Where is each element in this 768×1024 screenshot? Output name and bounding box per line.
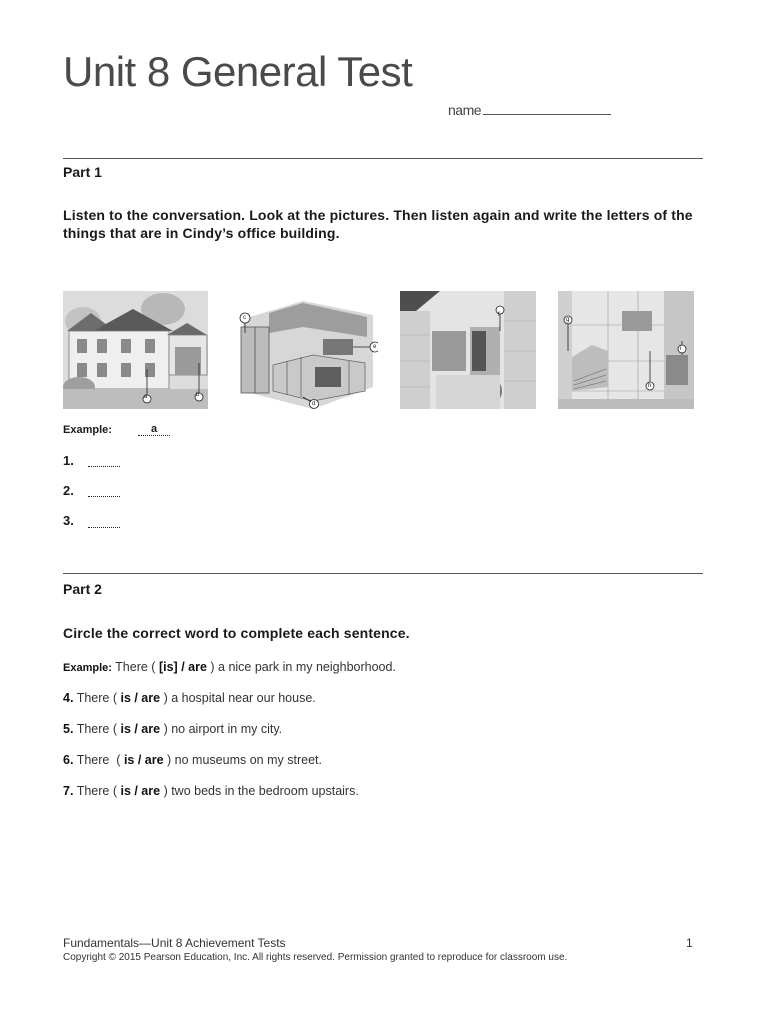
page-number: 1 <box>686 936 693 950</box>
sentence-text: There ( <box>76 784 117 798</box>
example-label: Example: <box>63 424 112 436</box>
choice-words[interactable]: is / are <box>123 753 164 767</box>
part2-instructions: Circle the correct word to complete each sentence. <box>63 625 410 641</box>
pic1-label-b: b <box>196 392 200 398</box>
footer-title: Fundamentals—Unit 8 Achievement Tests <box>63 936 286 950</box>
house-illustration <box>63 291 208 409</box>
pic2-label-c: c <box>243 315 246 321</box>
pic2-label-d: d <box>312 401 316 407</box>
pic2-label-e: e <box>373 344 377 350</box>
sentence-text: There ( <box>76 691 117 705</box>
sentence-text: There ( <box>76 722 117 736</box>
footer-copyright: Copyright © 2015 Pearson Education, Inc. All rights reserved. Permission granted to reproduce for classroom use. <box>63 952 568 963</box>
name-field-row <box>448 102 611 118</box>
divider <box>63 573 703 574</box>
choice-words[interactable]: is / are <box>120 784 161 798</box>
choice-alt: / are <box>181 660 207 674</box>
page-title: Unit 8 General Test <box>63 48 413 95</box>
pic4-label-g: g <box>566 317 570 323</box>
example-label: Example: <box>63 662 112 674</box>
pic4-label-i: i <box>680 346 682 352</box>
sentence-text: ) no museums on my street. <box>167 753 322 767</box>
sentence-text: ) no airport in my city. <box>163 722 283 736</box>
office-lobby-illustration <box>400 291 536 409</box>
part2-heading: Part 2 <box>63 581 102 597</box>
sentence-text: There ( <box>115 660 156 674</box>
answer-blank-2[interactable] <box>88 496 120 497</box>
example-answer: a <box>138 424 170 436</box>
sentence-number: 4. <box>63 691 74 705</box>
sentence-number: 6. <box>63 753 74 767</box>
kitchen-illustration <box>233 291 378 409</box>
sentence-text: ) a hospital near our house. <box>163 691 316 705</box>
pic3-label-f: f <box>498 312 500 318</box>
sentence-4 <box>63 691 316 705</box>
pic1-label-a: a <box>144 394 148 400</box>
item-number: 2. <box>63 483 74 498</box>
name-label: name <box>448 102 482 118</box>
answer-blank-3[interactable] <box>88 527 120 528</box>
answer-blank-1[interactable] <box>88 466 120 467</box>
sentence-5 <box>63 722 282 736</box>
sentence-number: 7. <box>63 784 74 798</box>
item-number: 3. <box>63 513 74 528</box>
sentence-text: ) a nice park in my neighborhood. <box>210 660 396 674</box>
sentence-7 <box>63 784 359 798</box>
name-blank[interactable] <box>483 102 611 115</box>
item-number: 1. <box>63 453 74 468</box>
part1-heading: Part 1 <box>63 164 102 180</box>
sentence-6 <box>63 753 322 767</box>
choice-words[interactable]: is / are <box>120 722 161 736</box>
part1-instructions: Listen to the conversation. Look at the pictures. Then listen again and write the letters of the things that are in Cindy’s office building. <box>63 207 693 241</box>
pic4-label-h: h <box>648 383 652 389</box>
building-exterior-illustration <box>558 291 694 409</box>
divider <box>63 158 703 159</box>
sentence-text: ) two beds in the bedroom upstairs. <box>163 784 359 798</box>
example-sentence <box>63 660 396 674</box>
choice-words[interactable]: is / are <box>120 691 161 705</box>
sentence-number: 5. <box>63 722 74 736</box>
sentence-text: There ( <box>76 753 121 767</box>
circled-answer: [is] <box>158 660 178 674</box>
